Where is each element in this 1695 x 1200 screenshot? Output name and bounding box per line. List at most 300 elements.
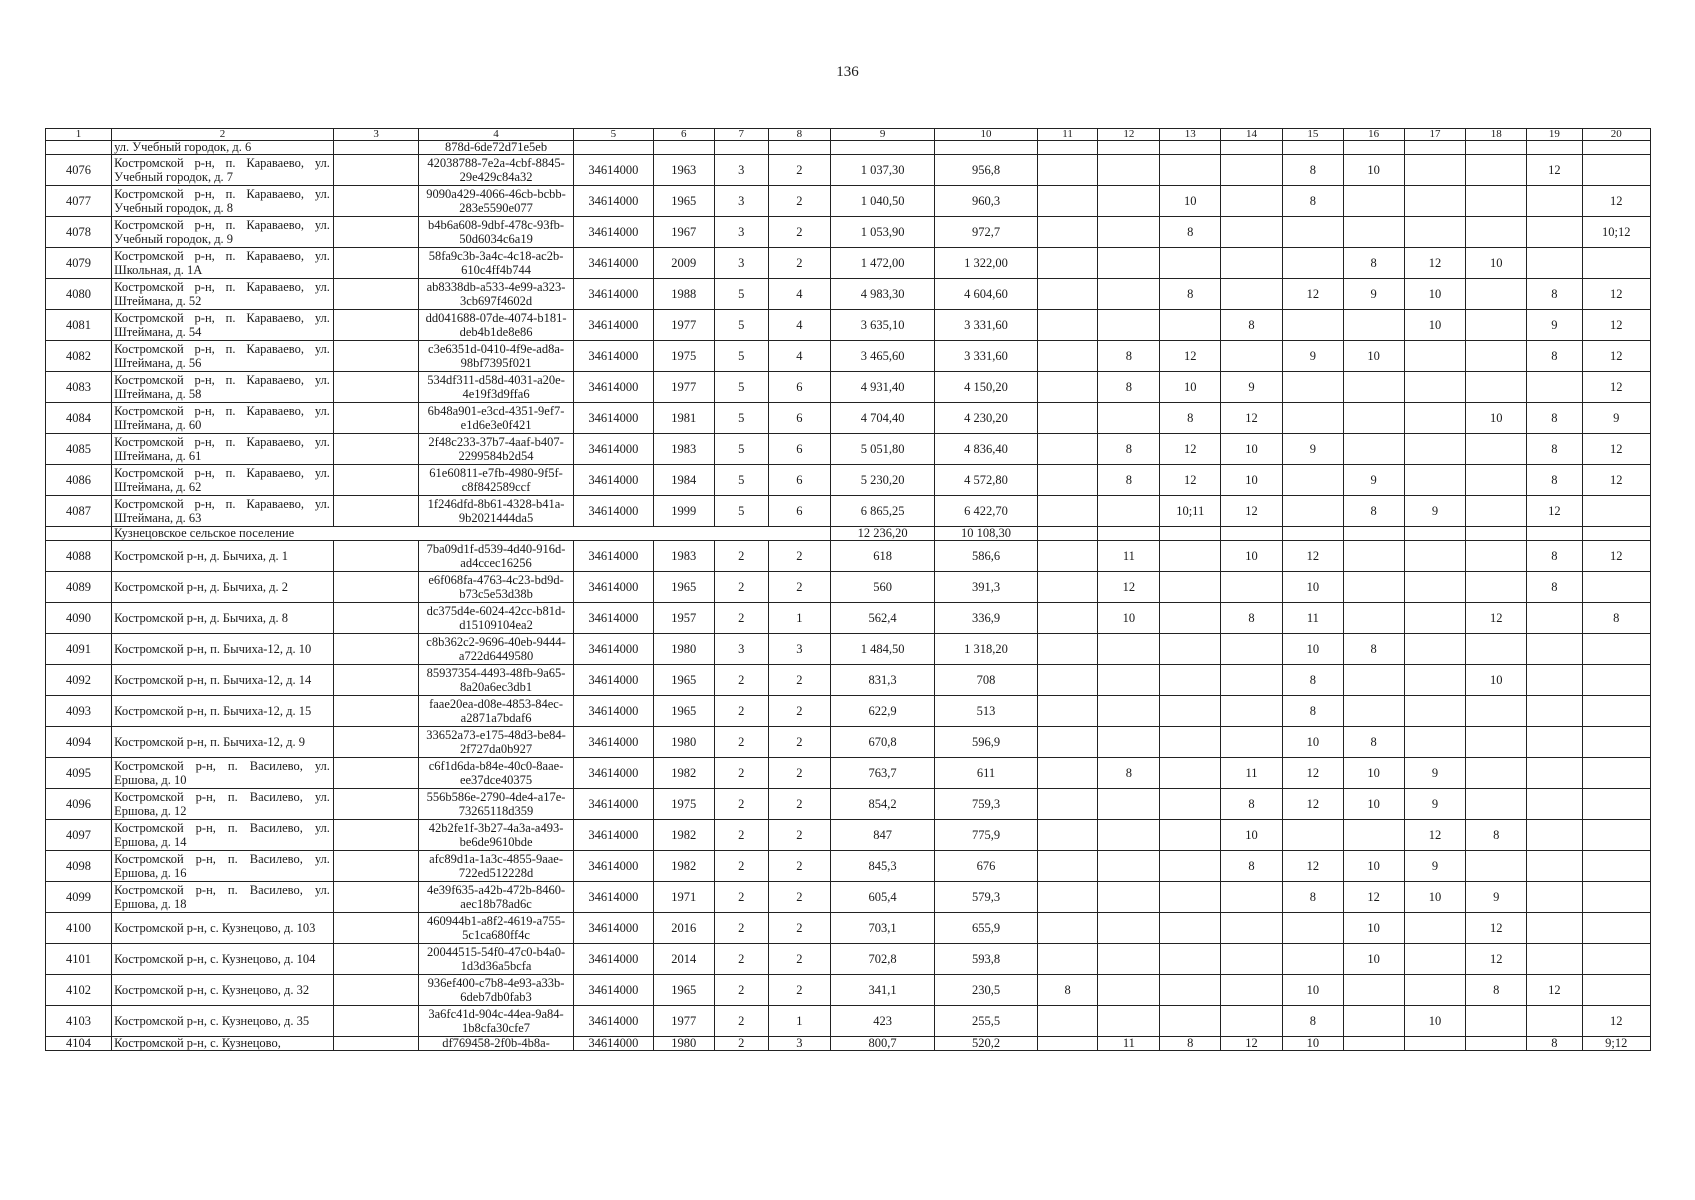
cell-col13: 8 xyxy=(1160,217,1221,248)
cell-col17 xyxy=(1404,1037,1466,1051)
cell-col20: 12 xyxy=(1582,310,1650,341)
cell-col15: 8 xyxy=(1282,882,1343,913)
cell-col17 xyxy=(1404,141,1466,155)
cell-col20: 9;12 xyxy=(1582,1037,1650,1051)
cell-col6: 1965 xyxy=(653,572,714,603)
cell-col6: 1981 xyxy=(653,403,714,434)
cell-col9: 845,3 xyxy=(830,851,935,882)
cell-col11 xyxy=(1037,279,1098,310)
cell-col13 xyxy=(1160,603,1221,634)
cell-col16: 8 xyxy=(1343,248,1404,279)
cell-col9: 605,4 xyxy=(830,882,935,913)
cell-number: 4101 xyxy=(46,944,112,975)
cell-col19 xyxy=(1527,820,1582,851)
cell-col9: 847 xyxy=(830,820,935,851)
cell-col3 xyxy=(333,155,418,186)
cell-col14: 10 xyxy=(1221,434,1283,465)
cell-cadastral: 2f48c233-37b7-4aaf-b407-2299584b2d54 xyxy=(419,434,574,465)
cell-col20 xyxy=(1582,634,1650,665)
cell-col17 xyxy=(1404,572,1466,603)
cell-address: Костромской р-н, п. Василево, ул. Ершова, д. 14 xyxy=(112,820,334,851)
cell-col5: 34614000 xyxy=(573,727,653,758)
cell-col14: 10 xyxy=(1221,465,1283,496)
cell-col10: 4 604,60 xyxy=(935,279,1037,310)
cell-col16: 9 xyxy=(1343,465,1404,496)
table-row xyxy=(46,155,1651,186)
table-row xyxy=(46,541,1651,572)
cell-number: 4089 xyxy=(46,572,112,603)
cell-col8: 3 xyxy=(768,634,830,665)
cell-col18: 12 xyxy=(1466,603,1527,634)
cell-col9: 3 465,60 xyxy=(830,341,935,372)
cell-col13 xyxy=(1160,665,1221,696)
cell-col15: 12 xyxy=(1282,758,1343,789)
cell-col14 xyxy=(1221,882,1283,913)
cell-col13: 8 xyxy=(1160,279,1221,310)
cell-col10: 655,9 xyxy=(935,913,1037,944)
cell-col13 xyxy=(1160,634,1221,665)
cell-col16 xyxy=(1343,572,1404,603)
cell-col7: 2 xyxy=(714,665,768,696)
cell-col18: 12 xyxy=(1466,913,1527,944)
cell-number: 4102 xyxy=(46,975,112,1006)
table-row xyxy=(46,310,1651,341)
cell-col10: 6 422,70 xyxy=(935,496,1037,527)
cell-col16 xyxy=(1343,975,1404,1006)
cell-col11 xyxy=(1037,372,1098,403)
cell-number: 4096 xyxy=(46,789,112,820)
cell-col19: 8 xyxy=(1527,541,1582,572)
cell-address: Костромской р-н, п. Караваево, ул. Школьная, д. 1А xyxy=(112,248,334,279)
table-row xyxy=(46,944,1651,975)
cell-col9: 1 040,50 xyxy=(830,186,935,217)
cell-col16: 10 xyxy=(1343,341,1404,372)
cell-col14 xyxy=(1221,727,1283,758)
cell-col18 xyxy=(1466,279,1527,310)
cell-col18 xyxy=(1466,372,1527,403)
cell-col11 xyxy=(1037,1037,1098,1051)
cell-col5: 34614000 xyxy=(573,1037,653,1051)
cell-col20 xyxy=(1582,882,1650,913)
column-number-3: 3 xyxy=(333,129,418,141)
cell-address: Костромской р-н, п. Василево, ул. Ершова, д. 12 xyxy=(112,789,334,820)
cell-col7: 2 xyxy=(714,789,768,820)
cell-col16 xyxy=(1343,217,1404,248)
cell-col3 xyxy=(333,572,418,603)
cell-col8: 2 xyxy=(768,727,830,758)
cell-cadastral: 1f246dfd-8b61-4328-b41a-9b2021444da5 xyxy=(419,496,574,527)
cell-col9: 5 051,80 xyxy=(830,434,935,465)
cell-col17 xyxy=(1404,434,1466,465)
cell-number: 4099 xyxy=(46,882,112,913)
cell-col5: 34614000 xyxy=(573,975,653,1006)
cell-col10: 759,3 xyxy=(935,789,1037,820)
cell-col17 xyxy=(1404,913,1466,944)
cell-col16 xyxy=(1343,1037,1404,1051)
cell-col20 xyxy=(1582,496,1650,527)
cell-col7: 2 xyxy=(714,603,768,634)
cell-col9: 1 472,00 xyxy=(830,248,935,279)
cell-col18: 10 xyxy=(1466,248,1527,279)
cell-col15: 8 xyxy=(1282,186,1343,217)
column-number-19: 19 xyxy=(1527,129,1582,141)
cell-col5: 34614000 xyxy=(573,851,653,882)
cell-col5: 34614000 xyxy=(573,434,653,465)
cell-col18 xyxy=(1466,496,1527,527)
cell-col10: 579,3 xyxy=(935,882,1037,913)
column-number-15: 15 xyxy=(1282,129,1343,141)
cell-number: 4081 xyxy=(46,310,112,341)
cell-col18 xyxy=(1466,541,1527,572)
cell-col12 xyxy=(1098,155,1160,186)
cell-col17: 10 xyxy=(1404,1006,1466,1037)
cell-col18 xyxy=(1466,789,1527,820)
cell-col7: 2 xyxy=(714,572,768,603)
cell-cadastral: 42b2fe1f-3b27-4a3a-a493-be6de9610bde xyxy=(419,820,574,851)
cell-col14 xyxy=(1221,341,1283,372)
cell-col19: 12 xyxy=(1527,496,1582,527)
cell-address: Костромской р-н, п. Караваево, ул. Учебный городок, д. 7 xyxy=(112,155,334,186)
cell-col7 xyxy=(714,141,768,155)
cell-col19 xyxy=(1527,141,1582,155)
cell-col6: 1988 xyxy=(653,279,714,310)
cell-address: Костромской р-н, п. Караваево, ул. Штеймана, д. 60 xyxy=(112,403,334,434)
register-table xyxy=(45,128,1651,1051)
column-number-8: 8 xyxy=(768,129,830,141)
cell-col11 xyxy=(1037,403,1098,434)
cell-col6 xyxy=(653,141,714,155)
cell-col16 xyxy=(1343,696,1404,727)
cell-col11 xyxy=(1037,820,1098,851)
cell-col10: 520,2 xyxy=(935,1037,1037,1051)
cell-col5: 34614000 xyxy=(573,789,653,820)
cell-col9: 423 xyxy=(830,1006,935,1037)
cell-col20: 12 xyxy=(1582,341,1650,372)
cell-col6: 1957 xyxy=(653,603,714,634)
cell-col8: 6 xyxy=(768,434,830,465)
cell-col9 xyxy=(830,141,935,155)
cell-col7: 3 xyxy=(714,217,768,248)
cell-col10: 972,7 xyxy=(935,217,1037,248)
cell-col3 xyxy=(333,882,418,913)
cell-col17 xyxy=(1404,186,1466,217)
cell-number: 4093 xyxy=(46,696,112,727)
cell-col5: 34614000 xyxy=(573,944,653,975)
cell-col7: 3 xyxy=(714,155,768,186)
cell-col15 xyxy=(1282,465,1343,496)
cell-col6: 1965 xyxy=(653,665,714,696)
cell-col13 xyxy=(1160,789,1221,820)
cell-col8: 2 xyxy=(768,217,830,248)
cell-col7: 2 xyxy=(714,820,768,851)
cell-col16: 8 xyxy=(1343,634,1404,665)
cell-col14 xyxy=(1221,155,1283,186)
cell-number: 4090 xyxy=(46,603,112,634)
cell-col14: 8 xyxy=(1221,310,1283,341)
cell-col11 xyxy=(1037,434,1098,465)
cell-col16 xyxy=(1343,820,1404,851)
cell-col12 xyxy=(1098,727,1160,758)
cell-col3 xyxy=(333,279,418,310)
cell-col19: 8 xyxy=(1527,465,1582,496)
cell-col12 xyxy=(1098,403,1160,434)
cell-col20 xyxy=(1582,696,1650,727)
cell-col18 xyxy=(1466,1006,1527,1037)
table-row xyxy=(46,341,1651,372)
cell-col3 xyxy=(333,696,418,727)
cell-col19 xyxy=(1527,758,1582,789)
cell-col18 xyxy=(1466,186,1527,217)
cell-col11 xyxy=(1037,944,1098,975)
cell-col8: 4 xyxy=(768,341,830,372)
table-row xyxy=(46,975,1651,1006)
cell-col20 xyxy=(1582,789,1650,820)
cell-col7: 3 xyxy=(714,186,768,217)
cell-col8: 6 xyxy=(768,465,830,496)
cell-col10: 586,6 xyxy=(935,541,1037,572)
cell-col7: 5 xyxy=(714,434,768,465)
cell-col19: 8 xyxy=(1527,434,1582,465)
cell-col10: 960,3 xyxy=(935,186,1037,217)
cell-number: 4084 xyxy=(46,403,112,434)
cell-address: Костромской р-н, п. Бычиха-12, д. 15 xyxy=(112,696,334,727)
cell-col7: 2 xyxy=(714,944,768,975)
cell-col6: 1965 xyxy=(653,186,714,217)
cell-col11 xyxy=(1037,310,1098,341)
cell-col17 xyxy=(1404,634,1466,665)
cell-address: Костромской р-н, п. Василево, ул. Ершова, д. 10 xyxy=(112,758,334,789)
cell-col19: 8 xyxy=(1527,1037,1582,1051)
cell-col6: 1980 xyxy=(653,1037,714,1051)
table-row xyxy=(46,186,1651,217)
cell-col6: 1999 xyxy=(653,496,714,527)
cell-col17: 10 xyxy=(1404,279,1466,310)
cell-col20: 12 xyxy=(1582,186,1650,217)
table-row xyxy=(46,789,1651,820)
cell-col20: 12 xyxy=(1582,279,1650,310)
cell-col20: 9 xyxy=(1582,403,1650,434)
cell-col9: 5 230,20 xyxy=(830,465,935,496)
cell-col6: 1980 xyxy=(653,727,714,758)
cell-address: Костромской р-н, д. Бычиха, д. 8 xyxy=(112,603,334,634)
cell-number: 4076 xyxy=(46,155,112,186)
cell-col15: 10 xyxy=(1282,634,1343,665)
cell-col15: 11 xyxy=(1282,603,1343,634)
table-row xyxy=(46,403,1651,434)
cell-col17 xyxy=(1404,727,1466,758)
cell-address: Костромской р-н, п. Караваево, ул. Штеймана, д. 61 xyxy=(112,434,334,465)
cell-col8: 2 xyxy=(768,572,830,603)
cell-col17: 12 xyxy=(1404,820,1466,851)
cell-col5: 34614000 xyxy=(573,248,653,279)
cell-col15: 9 xyxy=(1282,434,1343,465)
cell-col13 xyxy=(1160,572,1221,603)
cell-col5: 34614000 xyxy=(573,403,653,434)
cell-col6: 1982 xyxy=(653,820,714,851)
table-row xyxy=(46,820,1651,851)
cell-col17 xyxy=(1404,155,1466,186)
cell-col7: 5 xyxy=(714,372,768,403)
cell-cadastral: 7ba09d1f-d539-4d40-916d-ad4ccec16256 xyxy=(419,541,574,572)
cell-col9: 622,9 xyxy=(830,696,935,727)
cell-col18 xyxy=(1466,727,1527,758)
cell-col9: 4 983,30 xyxy=(830,279,935,310)
cell-address: Костромской р-н, д. Бычиха, д. 1 xyxy=(112,541,334,572)
cell-col7: 2 xyxy=(714,541,768,572)
cell-col18 xyxy=(1466,341,1527,372)
cell-cadastral: b4b6a608-9dbf-478c-93fb-50d6034c6a19 xyxy=(419,217,574,248)
cell-col16 xyxy=(1343,372,1404,403)
cell-col11 xyxy=(1037,496,1098,527)
cell-col11 xyxy=(1037,913,1098,944)
cell-col14: 12 xyxy=(1221,496,1283,527)
cell-col6: 1971 xyxy=(653,882,714,913)
cell-col7: 5 xyxy=(714,465,768,496)
cell-col3 xyxy=(333,465,418,496)
cell-address: Костромской р-н, п. Бычиха-12, д. 9 xyxy=(112,727,334,758)
cell-col5: 34614000 xyxy=(573,341,653,372)
cell-col8: 2 xyxy=(768,665,830,696)
cell-col8: 4 xyxy=(768,279,830,310)
cell-col15: 10 xyxy=(1282,727,1343,758)
table-row xyxy=(46,217,1651,248)
cell-col14 xyxy=(1221,248,1283,279)
cell-col15: 12 xyxy=(1282,789,1343,820)
cell-col15 xyxy=(1282,913,1343,944)
cell-col5: 34614000 xyxy=(573,1006,653,1037)
cell-col8: 6 xyxy=(768,496,830,527)
cell-col19 xyxy=(1527,789,1582,820)
cell-col13 xyxy=(1160,913,1221,944)
cell-col19 xyxy=(1527,217,1582,248)
cell-col16 xyxy=(1343,603,1404,634)
cell-col12 xyxy=(1098,310,1160,341)
cell-col15: 10 xyxy=(1282,1037,1343,1051)
cell-col10: 4 150,20 xyxy=(935,372,1037,403)
cell-col10: 676 xyxy=(935,851,1037,882)
cell-col19 xyxy=(1527,248,1582,279)
cell-col20 xyxy=(1582,758,1650,789)
cell-col18 xyxy=(1466,572,1527,603)
cell-col8: 1 xyxy=(768,1006,830,1037)
cell-col3 xyxy=(333,541,418,572)
cell-col7: 2 xyxy=(714,882,768,913)
cell-col3 xyxy=(333,634,418,665)
cell-col17: 9 xyxy=(1404,496,1466,527)
cell-col12: 12 xyxy=(1098,572,1160,603)
cell-number: 4094 xyxy=(46,727,112,758)
column-number-10: 10 xyxy=(935,129,1037,141)
cell-col9: 831,3 xyxy=(830,665,935,696)
cell-cadastral: 61e60811-e7fb-4980-9f5f-c8f842589ccf xyxy=(419,465,574,496)
cell-number: 4104 xyxy=(46,1037,112,1051)
cell-col16 xyxy=(1343,141,1404,155)
cell-address: Костромской р-н, п. Караваево, ул. Штеймана, д. 62 xyxy=(112,465,334,496)
cell-col9: 1 037,30 xyxy=(830,155,935,186)
cell-col9: 1 484,50 xyxy=(830,634,935,665)
cell-col6: 2014 xyxy=(653,944,714,975)
cell-col5: 34614000 xyxy=(573,758,653,789)
cell-col9: 702,8 xyxy=(830,944,935,975)
cell-col10 xyxy=(935,141,1037,155)
cell-address: Костромской р-н, с. Кузнецово, д. 103 xyxy=(112,913,334,944)
cell-col18: 8 xyxy=(1466,975,1527,1006)
cell-col14 xyxy=(1221,527,1283,541)
cell-col15 xyxy=(1282,944,1343,975)
cell-col3 xyxy=(333,341,418,372)
table-row xyxy=(46,758,1651,789)
cell-col5: 34614000 xyxy=(573,913,653,944)
column-number-2: 2 xyxy=(112,129,334,141)
cell-col15: 10 xyxy=(1282,572,1343,603)
cell-col15 xyxy=(1282,496,1343,527)
cell-col16 xyxy=(1343,665,1404,696)
cell-col3 xyxy=(333,217,418,248)
cell-col17 xyxy=(1404,372,1466,403)
cell-col6: 2009 xyxy=(653,248,714,279)
cell-col11 xyxy=(1037,341,1098,372)
cell-col13 xyxy=(1160,758,1221,789)
cell-col17 xyxy=(1404,465,1466,496)
cell-col13: 10;11 xyxy=(1160,496,1221,527)
cell-col17 xyxy=(1404,541,1466,572)
cell-col7: 5 xyxy=(714,279,768,310)
cell-col8: 6 xyxy=(768,403,830,434)
cell-col5: 34614000 xyxy=(573,372,653,403)
cell-col16 xyxy=(1343,310,1404,341)
cell-cadastral: c6f1d6da-b84e-40c0-8aae-ee37dce40375 xyxy=(419,758,574,789)
cell-col8: 2 xyxy=(768,789,830,820)
cell-col20: 12 xyxy=(1582,434,1650,465)
cell-col13 xyxy=(1160,696,1221,727)
cell-col17: 9 xyxy=(1404,851,1466,882)
cell-cadastral: 4e39f635-a42b-472b-8460-aec18b78ad6c xyxy=(419,882,574,913)
cell-col20 xyxy=(1582,851,1650,882)
cell-col13 xyxy=(1160,820,1221,851)
cell-col10: 336,9 xyxy=(935,603,1037,634)
cell-col15 xyxy=(1282,820,1343,851)
cell-number: 4079 xyxy=(46,248,112,279)
cell-col8: 2 xyxy=(768,913,830,944)
cell-col9: 4 704,40 xyxy=(830,403,935,434)
cell-col10: 3 331,60 xyxy=(935,341,1037,372)
cell-col12 xyxy=(1098,279,1160,310)
cell-col19 xyxy=(1527,727,1582,758)
cell-cadastral: faae20ea-d08e-4853-84ec-a2871a7bdaf6 xyxy=(419,696,574,727)
cell-cadastral: 33652a73-e175-48d3-be84-2f727da0b927 xyxy=(419,727,574,758)
table-row xyxy=(46,727,1651,758)
cell-col12 xyxy=(1098,186,1160,217)
cell-col19 xyxy=(1527,186,1582,217)
cell-number: 4088 xyxy=(46,541,112,572)
cell-number: 4082 xyxy=(46,341,112,372)
cell-col15 xyxy=(1282,372,1343,403)
cell-number: 4100 xyxy=(46,913,112,944)
cell-col7: 2 xyxy=(714,913,768,944)
cell-col11 xyxy=(1037,155,1098,186)
cell-col10: 593,8 xyxy=(935,944,1037,975)
cell-col5: 34614000 xyxy=(573,155,653,186)
cell-number: 4098 xyxy=(46,851,112,882)
cell-col20 xyxy=(1582,913,1650,944)
cell-col12 xyxy=(1098,248,1160,279)
cell-col20: 12 xyxy=(1582,1006,1650,1037)
cell-col6: 1977 xyxy=(653,372,714,403)
cell-col6: 1982 xyxy=(653,851,714,882)
cell-col6: 1975 xyxy=(653,789,714,820)
cell-col9: 3 635,10 xyxy=(830,310,935,341)
cell-col12 xyxy=(1098,217,1160,248)
